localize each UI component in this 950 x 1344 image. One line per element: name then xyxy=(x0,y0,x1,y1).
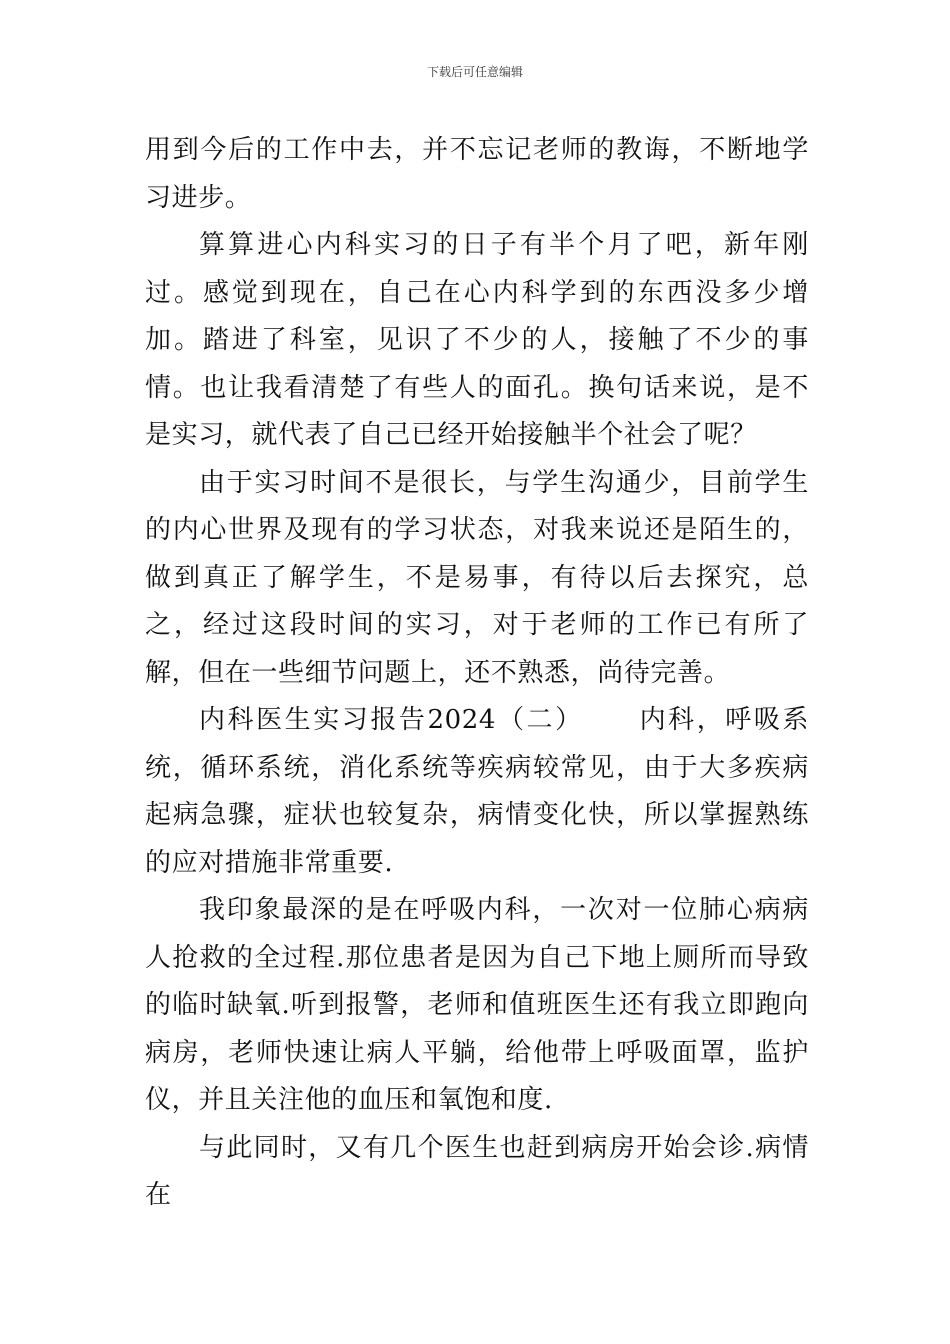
paragraph-3: 由于实习时间不是很长，与学生沟通少，目前学生的内心世界及现有的学习状态，对我来说还是陌生的，做到真正了解学生，不是易事，有待以后去探究，总之，经过这段时间的实习，对于老师的工作已有所了解，但在一些细节问题上，还不熟悉，尚待完善。 xyxy=(145,467,809,688)
paragraph-6: 与此同时，又有几个医生也赶到病房开始会诊.病情在 xyxy=(145,1132,809,1210)
page-header xyxy=(0,64,950,80)
paragraph-1: 用到今后的工作中去，并不忘记老师的教诲，不断地学习进步。 xyxy=(145,135,809,213)
document-body xyxy=(145,127,809,1220)
paragraph-4 xyxy=(145,697,809,887)
header-text: 下载后可任意编辑 xyxy=(426,65,523,79)
report-title: 内科医生实习报告2024（二） xyxy=(199,705,584,735)
paragraph-4-text: 内科，呼吸系统，循环系统，消化系统等疾病较常见，由于大多疾病起病急骤，症状也较复杂，病情变化快，所以掌握熟练的应对措施非常重要. xyxy=(145,705,809,878)
paragraph-5: 我印象最深的是在呼吸内科，一次对一位肺心病病人抢救的全过程.那位患者是因为自己下地上厕所而导致的临时缺氧.听到报警，老师和值班医生还有我立即跑向病房，老师快速让病人平躺，给他带上呼吸面罩，监护仪，并且关注他的血压和氧饱和度. xyxy=(145,895,809,1115)
paragraph-2: 算算进心内科实习的日子有半个月了吧，新年刚过。感觉到现在，自己在心内科学到的东西没多少增加。踏进了科室，见识了不少的人，接触了不少的事情。也让我看清楚了有些人的面孔。换句话来说，是不是实习，就代表了自己已经开始接触半个社会了呢？ xyxy=(145,230,809,450)
